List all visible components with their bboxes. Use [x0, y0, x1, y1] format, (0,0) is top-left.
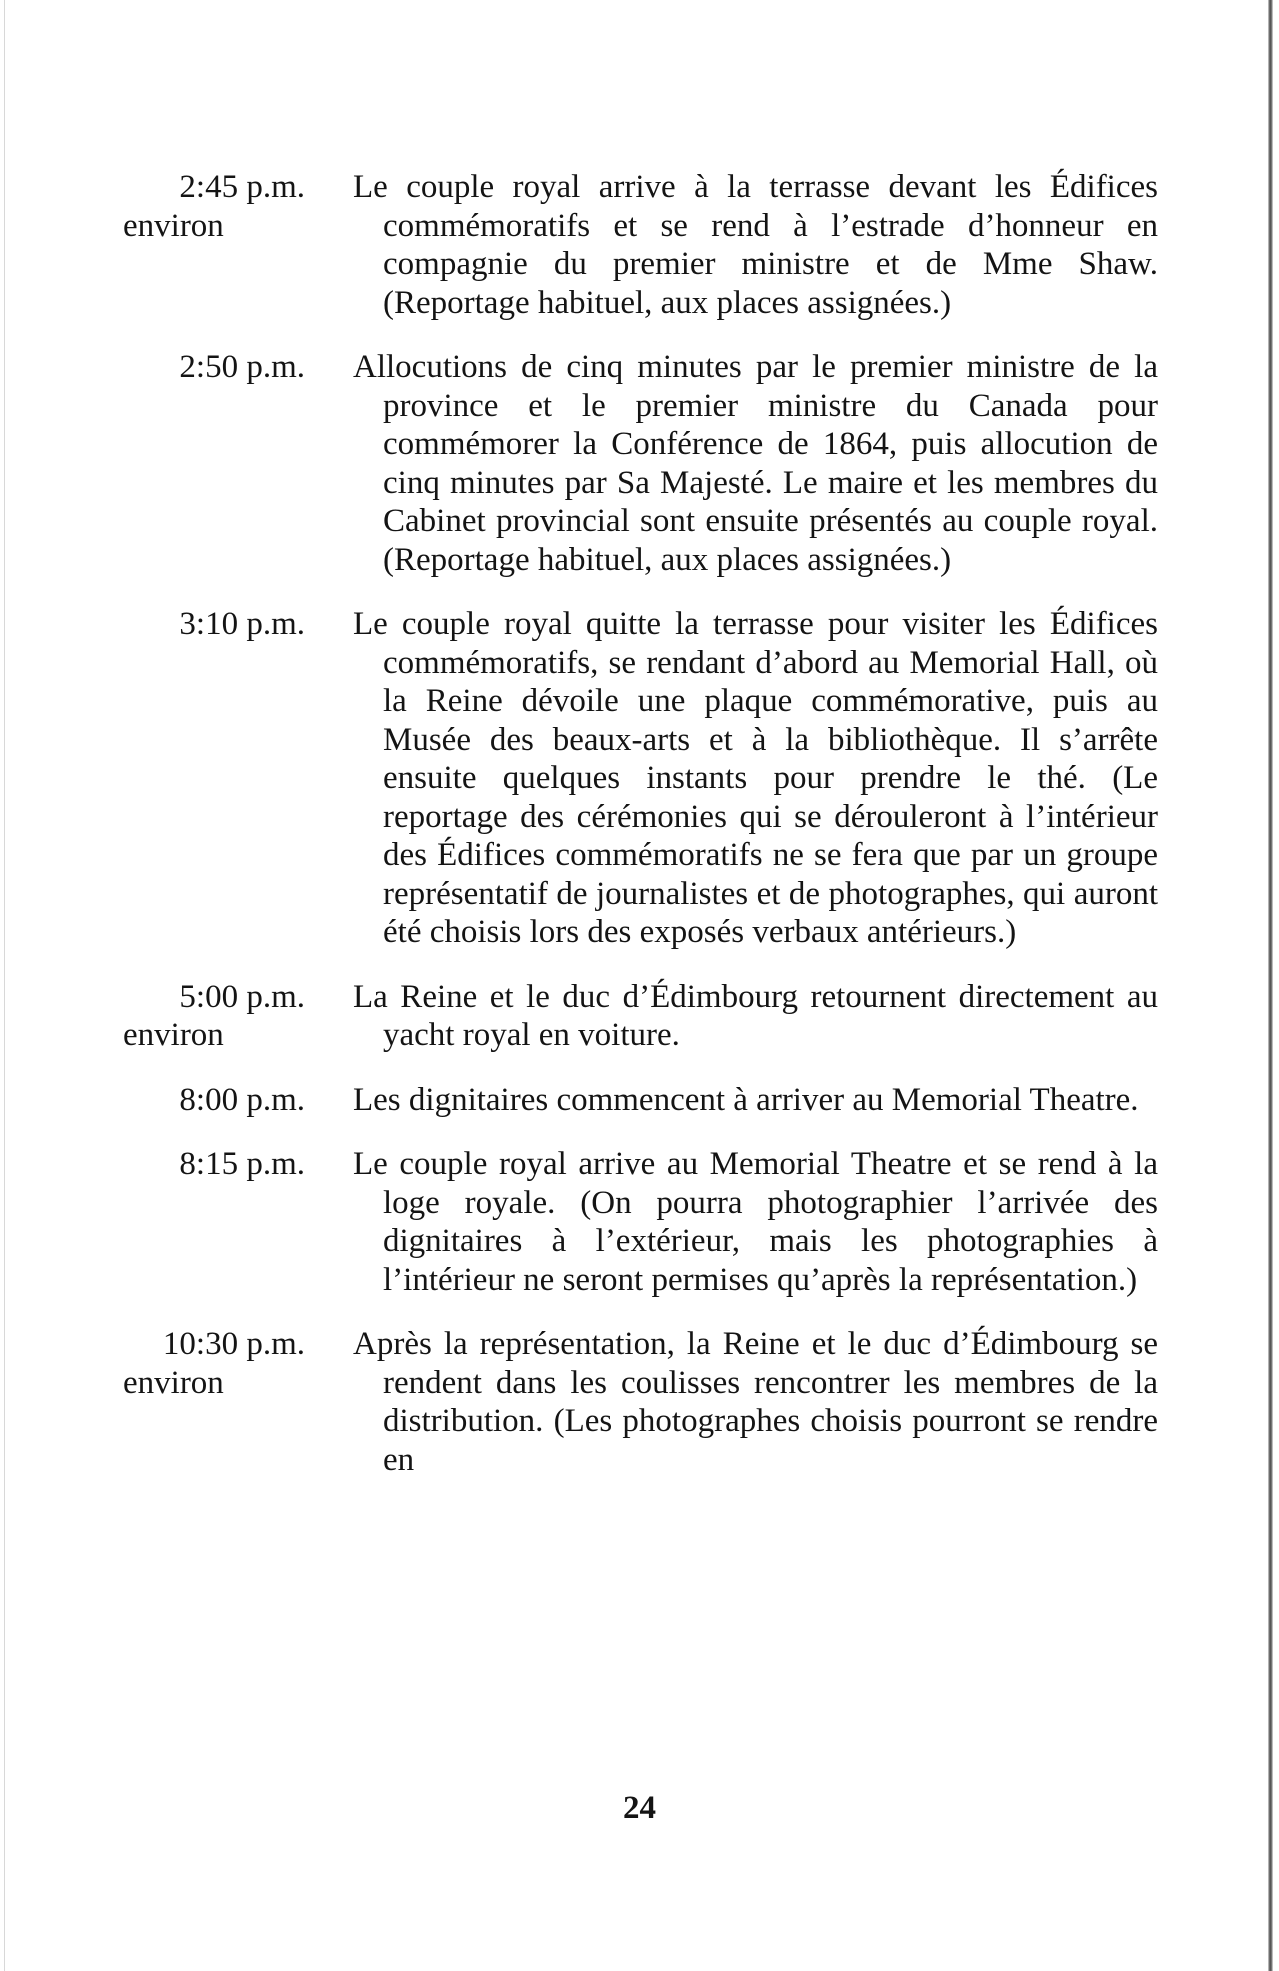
time-column: [118, 348, 353, 387]
entry-time: 8:00 p.m.: [179, 1081, 305, 1118]
schedule: [118, 168, 1158, 1505]
entry-description: Les dignitaires commencent à arriver au Memorial Theatre.: [353, 1081, 1139, 1118]
entry-description: Le couple royal arrive au Memorial Theatre et se rend à la loge royale. (On pourra photographier l’arrivée des dignitaires à l’extérieur, mais les photographies à l’intérieur ne seront permises qu’après la représentation.): [353, 1146, 1158, 1298]
time-column: [118, 1145, 353, 1184]
entry-time: 5:00 p.m.: [179, 978, 305, 1015]
entry-description: La Reine et le duc d’Édimbourg retournent directement au yacht royal en voiture.: [353, 978, 1158, 1053]
entry-description: Après la représentation, la Reine et le duc d’Édimbourg se rendent dans les coulisses rencontrer les membres de la distribution. (Les photographes choisis pourront se rendre en: [353, 1326, 1158, 1478]
entry-description: Le couple royal quitte la terrasse pour visiter les Édifices commémoratifs, se rendant d’abord au Memorial Hall, où la Reine dévoile une plaque commémorative, puis au Musée des beaux-arts et à la bibliothèque. Il s’arrête ensuite quelques instants pour prendre le thé. (Le reportage des cérémonies qui se dérouleront à l’intérieur des Édifices commémoratifs ne se fera que par un groupe représentatif de journalistes et de photographes, qui auront été choisis lors des exposés verbaux antérieurs.): [353, 606, 1158, 950]
schedule-entry: [118, 348, 1158, 579]
entry-qualifier: environ: [123, 1364, 224, 1401]
entry-time: 2:50 p.m.: [179, 349, 305, 385]
schedule-entry: [118, 1081, 1158, 1120]
entry-time: 3:10 p.m.: [179, 606, 305, 642]
schedule-entry: [118, 605, 1158, 952]
time-column: [118, 605, 353, 644]
schedule-entry: [118, 168, 1158, 322]
entry-qualifier: environ: [123, 1017, 224, 1053]
entry-description: Allocutions de cinq minutes par le premier ministre de la province et le premier ministre du Canada pour commémorer la Conférence de 1864, puis allocution de cinq minutes par Sa Majesté. Le maire et les membres du Cabinet provincial sont ensuite présentés au couple royal. (Reportage habituel, aux places assignées.): [353, 349, 1158, 578]
time-column: [118, 168, 353, 245]
time-column: [118, 1325, 353, 1402]
scan-edge-right: [1268, 0, 1273, 1971]
schedule-entry: [118, 978, 1158, 1055]
entry-description: Le couple royal arrive à la terrasse devant les Édifices commémoratifs et se rend à l’estrade d’honneur en compagnie du premier ministre et de Mme Shaw. (Reportage habituel, aux places assignées.): [353, 169, 1158, 321]
entry-time: 8:15 p.m.: [179, 1146, 305, 1182]
page-number: 24: [623, 1790, 656, 1826]
entry-qualifier: environ: [123, 207, 224, 244]
schedule-entry: [118, 1325, 1158, 1479]
scan-edge-left: [4, 0, 5, 1971]
time-column: [118, 978, 353, 1055]
entry-time: 10:30 p.m.: [162, 1326, 305, 1362]
schedule-entry: [118, 1145, 1158, 1299]
time-column: [118, 1081, 353, 1120]
entry-time: 2:45 p.m.: [179, 169, 305, 205]
